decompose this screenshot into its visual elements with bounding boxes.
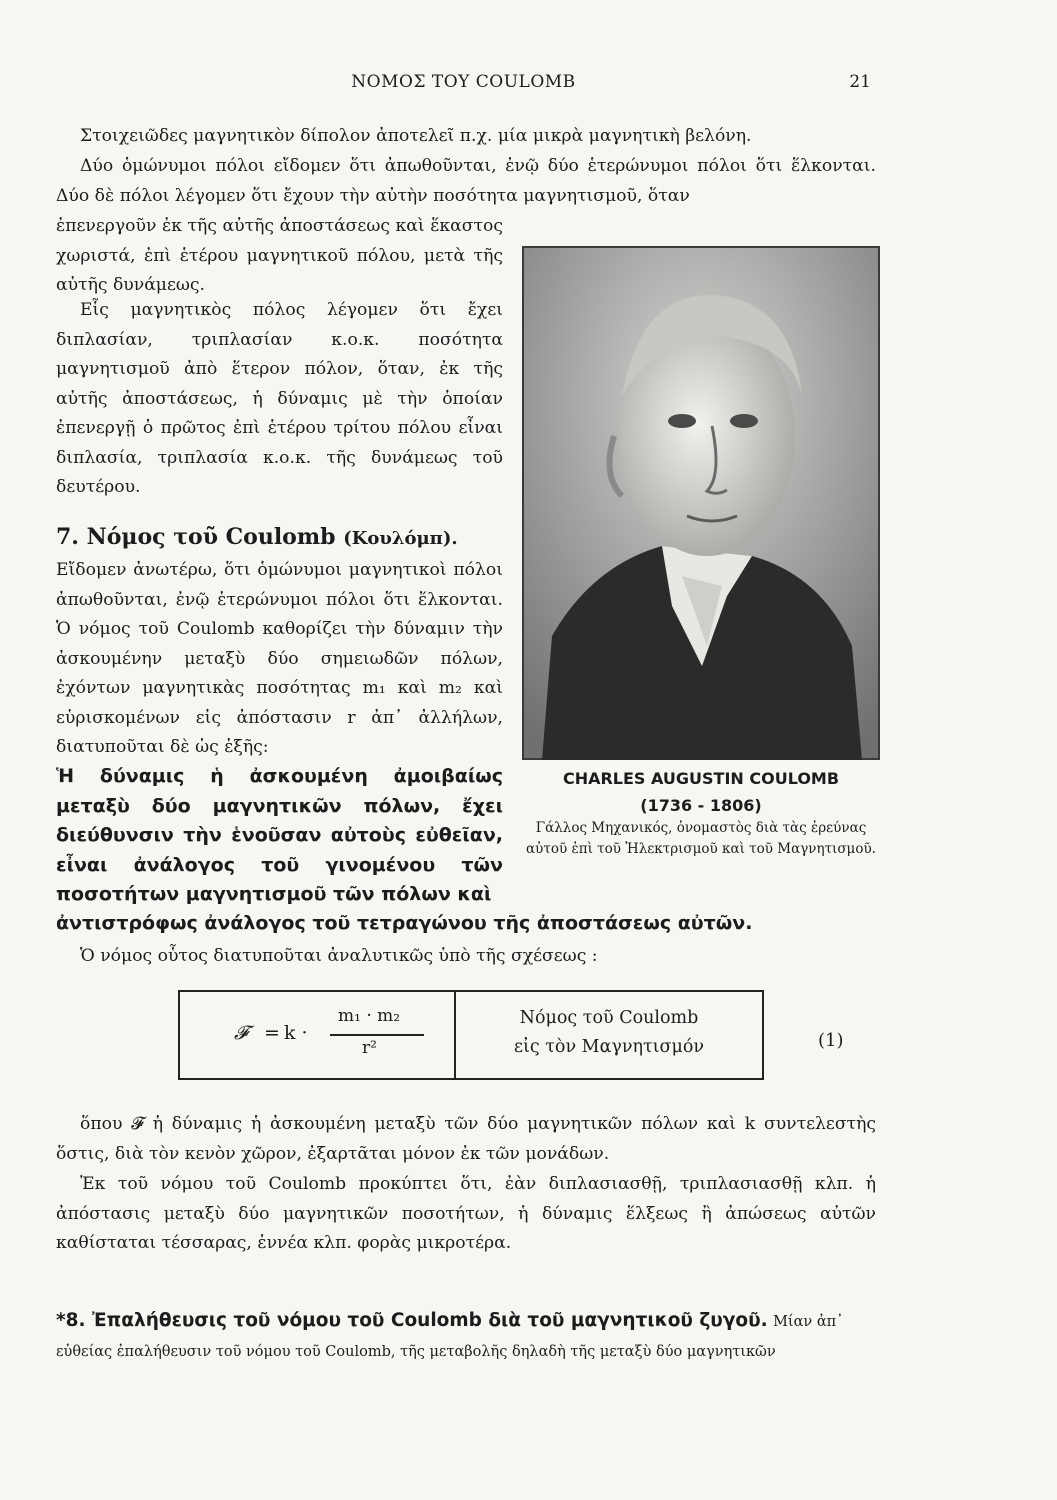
equation-number: (1) xyxy=(818,1030,844,1051)
section-8-text-start: Μίαν ἀπ᾽ xyxy=(773,1314,844,1330)
section-7-title: 7. Νόμος τοῦ Coulomb xyxy=(56,524,336,550)
section-8-text-cont: εὐθείας ἐπαλήθευσιν τοῦ νόμου τοῦ Coulomb, τῆς μεταβολῆς δηλαδὴ τῆς μεταξὺ δύο μαγνητικῶν xyxy=(56,1344,776,1360)
coulomb-portrait xyxy=(522,246,880,760)
running-title: ΝΟΜΟΣ ΤΟΥ COULOMB xyxy=(351,72,576,92)
force-symbol: 𝓕 xyxy=(234,1022,249,1044)
section-7-heading xyxy=(56,522,503,554)
formula-law-name xyxy=(456,992,762,1078)
paragraph-formula-explanation: ὅπου 𝓕 ἡ δύναμις ἡ ἀσκουμένη μεταξὺ τῶν δύο μαγνητικῶν πόλων καὶ k συντελεστὴς ὅστις, διὰ τὸν κενὸν χῶρον, ἐξαρτᾶται μόνον ἐκ τῶν μονάδων. xyxy=(56,1114,876,1164)
fraction-line xyxy=(330,1034,424,1036)
law-name-line-2: εἰς τὸν Μαγνητισμόν xyxy=(513,1037,705,1057)
portrait-caption-years: (1736 - 1806) xyxy=(640,796,762,815)
law-statement: Ἡ δύναμις ἡ ἀσκουμένη ἀμοιβαίως μεταξὺ δύο μαγνητικῶν πόλων, ἔχει διεύθυνσιν τὴν ἑνοῦσαν αὐτοὺς εὐθεῖαν, εἶναι ἀνάλογος τοῦ γινομένου τῶν ποσοτήτων μαγνητισμοῦ τῶν πόλων καὶ xyxy=(56,765,503,905)
paragraph-formula-intro: Ὁ νόμος οὗτος διατυποῦται ἀναλυτικῶς ὑπὸ τῆς σχέσεως : xyxy=(80,946,598,966)
formula-denominator: r² xyxy=(362,1038,377,1058)
constant-k: k · xyxy=(284,1022,308,1044)
paragraph-consequence: Ἐκ τοῦ νόμου τοῦ Coulomb προκύπτει ὅτι, ἐὰν διπλασιασθῇ, τριπλασιασθῇ κλπ. ἡ ἀπόστασις μεταξὺ δύο μαγνητικῶν ποσοτήτων, ἡ δύναμις ἕλξεως ἢ ἀπώσεως αὐτῶν καθίσταται τέσσαρας, ἐννέα κλπ. φορὰς μικροτέρα. xyxy=(56,1174,876,1253)
portrait-image xyxy=(522,246,880,760)
section-7-title-suffix: (Κουλόμπ). xyxy=(343,528,458,549)
equals-sign: = xyxy=(264,1022,280,1044)
section-8 xyxy=(56,1306,886,1367)
section-8-heading: *8. Ἐπαλήθευσις τοῦ νόμου τοῦ Coulomb διὰ τοῦ μαγνητικοῦ ζυγοῦ. xyxy=(56,1310,768,1331)
paragraph-multiple-quantity: Εἷς μαγνητικὸς πόλος λέγομεν ὅτι ἔχει διπλασίαν, τριπλασίαν κ.ο.κ. ποσότητα μαγνητισμοῦ ἀπὸ ἕτερον πόλον, ὅταν, ἐκ τῆς αὐτῆς ἀποστάσεως, ἡ δύναμις μὲ τὴν ὁποίαν ἐπενεργῇ ὁ πρῶτος ἐπὶ ἑτέρου τρίτου πόλου εἶναι διπλασία, τριπλασία κ.ο.κ. τῆς δυνάμεως τοῦ δευτέρου. xyxy=(56,300,503,497)
paragraph-poles: Δύο ὁμώνυμοι πόλοι εἴδομεν ὅτι ἀπωθοῦνται, ἐνῷ δύο ἑτερώνυμοι πόλοι ὅτι ἕλκονται. Δύο δὲ πόλοι λέγομεν ὅτι ἔχουν τὴν αὐτὴν ποσότητα μαγνητισμοῦ, ὅταν xyxy=(56,156,876,206)
portrait-caption-description: Γάλλος Μηχανικός, ὀνομαστὸς διὰ τὰς ἐρεύνας αὐτοῦ ἐπὶ τοῦ Ἠλεκτρισμοῦ καὶ τοῦ Μαγνητισμοῦ. xyxy=(526,820,876,857)
paragraph-poles-cont: ἐπενεργοῦν ἐκ τῆς αὐτῆς ἀποστάσεως καὶ ἕκαστος χωριστά, ἐπὶ ἑτέρου μαγνητικοῦ πόλου, μετὰ τῆς αὐτῆς δυνάμεως. xyxy=(56,216,503,295)
paragraph-dipole: Στοιχειῶδες μαγνητικὸν δίπολον ἀποτελεῖ π.χ. μία μικρὰ μαγνητικὴ βελόνη. xyxy=(80,126,752,146)
page-number: 21 xyxy=(849,72,871,92)
law-name-line-1: Νόμος τοῦ Coulomb xyxy=(519,1008,699,1028)
formula-box xyxy=(178,990,764,1080)
paragraph-coulomb-intro: Εἴδομεν ἀνωτέρω, ὅτι ὁμώνυμοι μαγνητικοὶ πόλοι ἀπωθοῦνται, ἐνῷ ἑτερώνυμοι πόλοι ὅτι ἕλκονται. Ὁ νόμος τοῦ Coulomb καθορίζει τὴν δύναμιν τὴν ἀσκουμένην μεταξὺ δύο σημειωδῶν πόλων, ἐχόντων μαγνητικὰς ποσότητας m₁ καὶ m₂ καὶ εὑρισκομένων εἰς ἀπόστασιν r ἀπ᾽ ἀλλήλων, διατυποῦται δὲ ὡς ἑξῆς: xyxy=(56,560,503,757)
portrait-caption-name: CHARLES AUGUSTIN COULOMB xyxy=(562,769,840,788)
formula-numerator: m₁ · m₂ xyxy=(338,1006,401,1026)
law-statement-last-line: ἀντιστρόφως ἀνάλογος τοῦ τετραγώνου τῆς ἀποστάσεως αὐτῶν. xyxy=(56,912,753,934)
coulomb-formula xyxy=(180,992,454,1078)
